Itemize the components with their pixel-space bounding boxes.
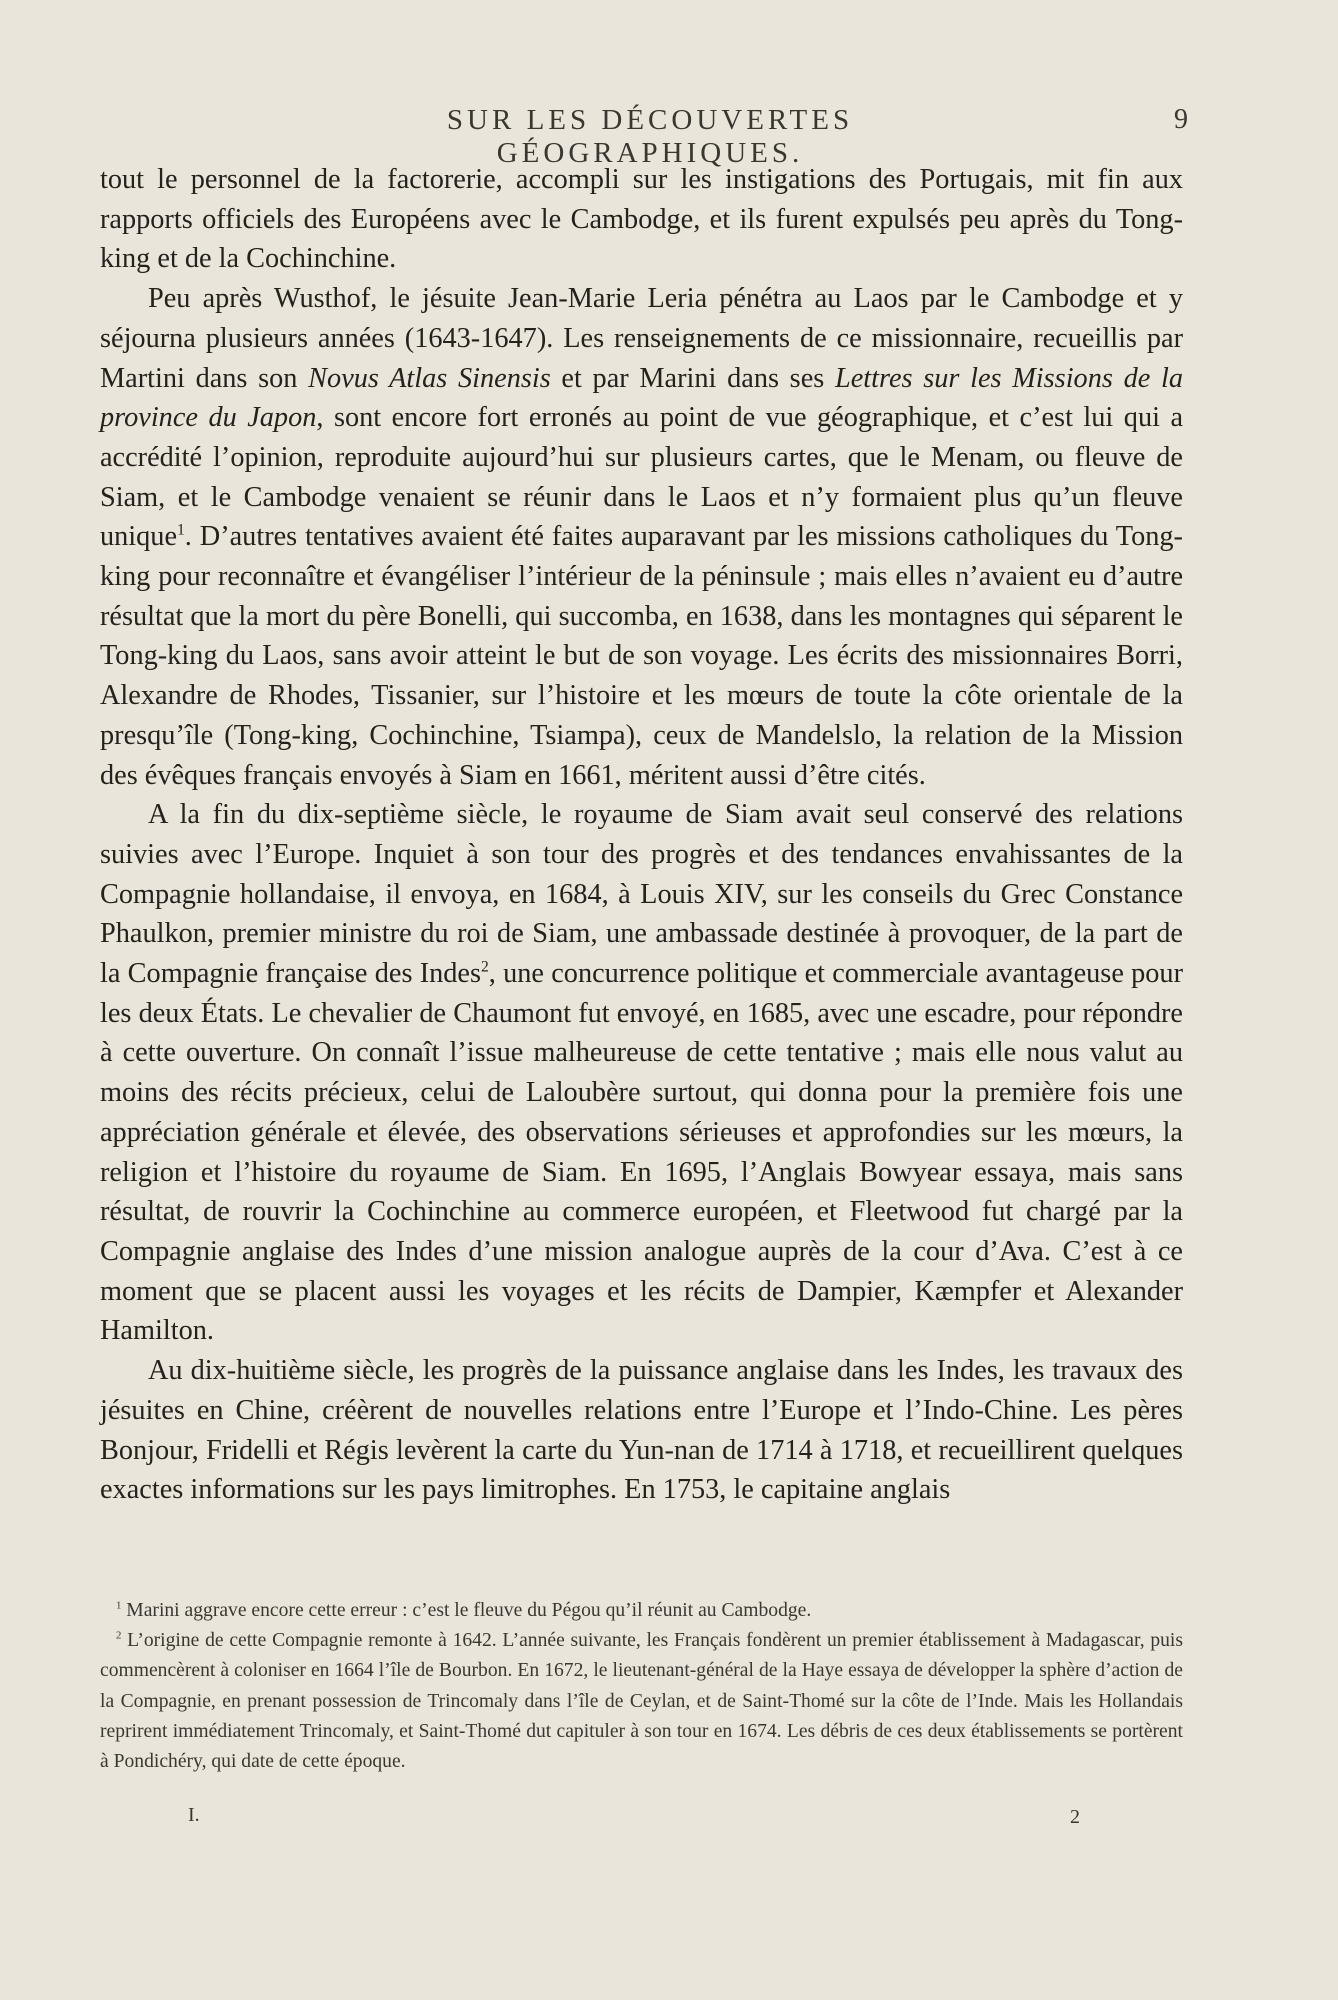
footnote-2 bbox=[100, 1626, 1183, 1777]
paragraph-3 bbox=[100, 795, 1183, 1351]
footnote-ref-2: 2 bbox=[481, 958, 489, 976]
paragraph-3-text-a: A la fin du dix-septième siècle, le royaume de Siam avait seul conservé des relations suivies avec l’Europe. Inquiet à son tour des progrès et des tendances envahissantes de la Compagnie hollandaise, il envoya, en 1684, à Louis XIV, sur les conseils du Grec Constance Phaulkon, premier ministre du roi de Siam, une ambassade destinée à provoquer, de la part de la Compagnie française des Indes bbox=[100, 799, 1183, 990]
title-novus-atlas: Novus Atlas Sinensis bbox=[308, 362, 551, 394]
footnote-1 bbox=[100, 1596, 1183, 1626]
footnote-ref-1: 1 bbox=[177, 521, 185, 539]
main-text bbox=[100, 160, 1183, 1510]
paragraph-1-text: tout le personnel de la factorerie, accompli sur les instigations des Portugais, mit fin aux rapports officiels des Européens avec le Cambodge, et ils furent expulsés peu après du Tong-king et de la Cochinchine. bbox=[100, 164, 1183, 275]
footnotes bbox=[100, 1596, 1183, 1777]
footnote-1-text: Marini aggrave encore cette erreur : c’est le fleuve du Pégou qu’il réunit au Cambodge. bbox=[126, 1600, 812, 1621]
footnote-1-mark: 1 bbox=[116, 1599, 122, 1612]
paragraph-2-text-a: Peu après Wusthof, le jésuite Jean-Marie Leria pénétra au Laos par le Cambodge et y séjourna plusieurs années (1643-1647). Les renseignements de ce missionnaire, recueillis par Martini dans son bbox=[100, 283, 1183, 394]
paragraph-2 bbox=[100, 279, 1183, 795]
footnote-2-text: L’origine de cette Compagnie remonte à 1642. L’année suivante, les Français fondèrent un premier établissement à Madagascar, puis commencèrent à coloniser en 1664 l’île de Bourbon. En 1672, le lieutenant-général de la Haye essaya de développer la sphère d’action de la Compagnie, en prenant possession de Trincomaly dans l’île de Ceylan, et de Saint-Thomé sur la côte de l’Inde. Mais les Hollandais reprirent immédiatement Trincomaly, et Saint-Thomé dut capituler à son tour en 1674. Les débris de ces deux établissements se portèrent à Pondichéry, qui date de cette époque. bbox=[100, 1630, 1184, 1773]
running-title: SUR LES DÉCOUVERTES GÉOGRAPHIQUES. bbox=[446, 104, 854, 169]
paragraph-2-text-c: , sont encore fort erronés au point de vue géographique, et c’est lui qui a accrédité l’opinion, reproduite aujourd’hui sur plusieurs cartes, que le Menam, ou fleuve de Siam, et le Cambodge venaient se réunir dans le Laos et n’y formaient plus qu’un fleuve unique bbox=[100, 402, 1184, 553]
paragraph-3-text-b: , une concurrence politique et commerciale avantageuse pour les deux États. Le chevalier de Chaumont fut envoyé, en 1685, avec une escadre, pour répondre à cette ouverture. On connaît l’issue malheureuse de cette tentative ; mais elle nous valut au moins des récits précieux, celui de Laloubère surtout, qui donna pour la première fois une appréciation générale et élevée, des observations sérieuses et approfondies sur les mœurs, la religion et l’histoire du royaume de Siam. En 1695, l’Anglais Bowyear essaya, mais sans résultat, de rouvrir la Cochinchine au commerce européen, et Fleetwood fut chargé par la Compagnie anglaise des Indes d’une mission analogue auprès de la cour d’Ava. C’est à ce moment que se placent aussi les voyages et les récits de Dampier, Kæmpfer et Alexander Hamilton. bbox=[100, 958, 1183, 1347]
paragraph-4 bbox=[100, 1351, 1183, 1510]
paragraph-2-text-b: et par Marini dans ses bbox=[550, 362, 835, 394]
sheet-number: 2 bbox=[1070, 1806, 1080, 1828]
volume-mark: I. bbox=[188, 1804, 200, 1826]
paragraph-1 bbox=[100, 160, 1183, 279]
page-number: 9 bbox=[1174, 104, 1188, 135]
paragraph-4-text: Au dix-huitième siècle, les progrès de la puissance anglaise dans les Indes, les travaux des jésuites en Chine, créèrent de nouvelles relations entre l’Europe et l’Indo-Chine. Les pères Bonjour, Fridelli et Régis levèrent la carte du Yun-nan de 1714 à 1718, et recueillirent quelques exactes informations sur les pays limitrophes. En 1753, le capitaine anglais bbox=[100, 1355, 1183, 1506]
page-header bbox=[0, 104, 1338, 169]
title-lettres-missions: Lettres sur les Missions de la province du Japon bbox=[100, 362, 1183, 434]
paragraph-2-text-d: . D’autres tentatives avaient été faites auparavant par les missions catholiques du Tong-king pour reconnaître et évangéliser l’intérieur de la péninsule ; mais elles n’avaient eu d’autre résultat que la mort du père Bonelli, qui succomba, en 1638, dans les montagnes qui séparent le Tong-king du Laos, sans avoir atteint le but de son voyage. Les écrits des missionnaires Borri, Alexandre de Rhodes, Tissanier, sur l’histoire et les mœurs de toute la côte orientale de la presqu’île (Tong-king, Cochinchine, Tsiampa), ceux de Mandelslo, la relation de la Mission des évêques français envoyés à Siam en 1661, méritent aussi d’être cités. bbox=[100, 521, 1183, 791]
footnote-2-mark: 2 bbox=[116, 1629, 122, 1642]
